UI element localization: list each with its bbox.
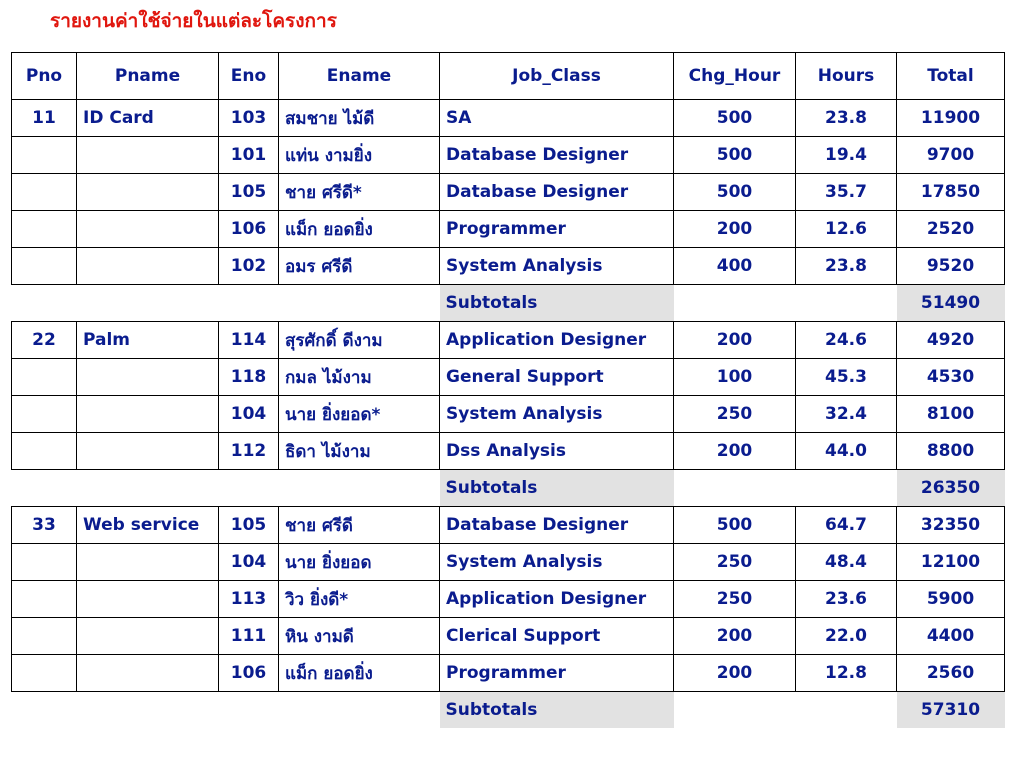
cell-total: 4530	[897, 359, 1005, 396]
cell-eno: 112	[219, 433, 279, 470]
cell-ename: กมล ไม้งาม	[279, 359, 440, 396]
cell-total: 2520	[897, 211, 1005, 248]
cell-job-class: SA	[440, 100, 674, 137]
cell-pname	[77, 396, 219, 433]
cell-eno: 102	[219, 248, 279, 285]
cell-hours: 35.7	[796, 174, 897, 211]
header-chg-hour: Chg_Hour	[674, 53, 796, 100]
cell-pname	[77, 174, 219, 211]
table-row	[12, 544, 1005, 581]
subtotal-row	[12, 470, 1005, 507]
cell-hours: 32.4	[796, 396, 897, 433]
cell-chg-hour: 200	[674, 322, 796, 359]
subtotal-gap	[674, 470, 897, 507]
cell-pno	[12, 174, 77, 211]
cell-pname	[77, 248, 219, 285]
subtotal-gap	[674, 285, 897, 322]
subtotal-row	[12, 692, 1005, 729]
cell-hours: 23.8	[796, 248, 897, 285]
cell-ename: ชาย ศรีดี*	[279, 174, 440, 211]
table-row	[12, 248, 1005, 285]
cell-hours: 12.6	[796, 211, 897, 248]
cell-job-class: Clerical Support	[440, 618, 674, 655]
subtotal-gap	[674, 692, 897, 729]
cell-pname	[77, 137, 219, 174]
cell-chg-hour: 500	[674, 137, 796, 174]
cell-total: 17850	[897, 174, 1005, 211]
table-row	[12, 433, 1005, 470]
cell-pno	[12, 433, 77, 470]
cell-total: 2560	[897, 655, 1005, 692]
cell-ename: ชาย ศรีดี	[279, 507, 440, 544]
cell-hours: 23.8	[796, 100, 897, 137]
cell-hours: 64.7	[796, 507, 897, 544]
table-row	[12, 396, 1005, 433]
cell-job-class: Programmer	[440, 655, 674, 692]
cell-eno: 106	[219, 211, 279, 248]
cell-total: 8100	[897, 396, 1005, 433]
cell-eno: 114	[219, 322, 279, 359]
cell-pno	[12, 359, 77, 396]
cell-ename: นาย ยิ่งยอด*	[279, 396, 440, 433]
cell-eno: 104	[219, 544, 279, 581]
cell-job-class: System Analysis	[440, 544, 674, 581]
table-body	[12, 53, 1005, 729]
cell-pno	[12, 655, 77, 692]
cell-chg-hour: 250	[674, 581, 796, 618]
cell-job-class: Programmer	[440, 211, 674, 248]
cell-ename: วิว ยิ่งดี*	[279, 581, 440, 618]
cell-hours: 19.4	[796, 137, 897, 174]
table-row	[12, 618, 1005, 655]
cell-hours: 24.6	[796, 322, 897, 359]
cell-total: 32350	[897, 507, 1005, 544]
cell-job-class: Database Designer	[440, 507, 674, 544]
cell-pname	[77, 433, 219, 470]
cell-total: 8800	[897, 433, 1005, 470]
cell-total: 4920	[897, 322, 1005, 359]
header-hours: Hours	[796, 53, 897, 100]
subtotal-value: 26350	[897, 470, 1005, 507]
header-row	[12, 53, 1005, 100]
cell-pname	[77, 544, 219, 581]
cell-ename: อมร ศรีดี	[279, 248, 440, 285]
cell-pno: 33	[12, 507, 77, 544]
subtotal-spacer	[12, 470, 440, 507]
cell-chg-hour: 100	[674, 359, 796, 396]
cell-ename: หิน งามดี	[279, 618, 440, 655]
report-title: รายงานค่าใช้จ่ายในแต่ละโครงการ	[50, 10, 337, 32]
subtotal-spacer	[12, 692, 440, 729]
cell-total: 5900	[897, 581, 1005, 618]
subtotal-label: Subtotals	[440, 285, 674, 322]
cell-pno	[12, 618, 77, 655]
cell-pname: Palm	[77, 322, 219, 359]
cell-chg-hour: 200	[674, 618, 796, 655]
cell-eno: 106	[219, 655, 279, 692]
cell-ename: แม็ก ยอดยิ่ง	[279, 655, 440, 692]
cell-chg-hour: 250	[674, 544, 796, 581]
cell-ename: สมชาย ไม้ดี	[279, 100, 440, 137]
cell-pno	[12, 211, 77, 248]
cell-pname	[77, 618, 219, 655]
cell-ename: ธิดา ไม้งาม	[279, 433, 440, 470]
cell-eno: 118	[219, 359, 279, 396]
cell-chg-hour: 200	[674, 433, 796, 470]
table-row	[12, 137, 1005, 174]
table-row	[12, 211, 1005, 248]
cell-eno: 113	[219, 581, 279, 618]
cell-pname: Web service	[77, 507, 219, 544]
subtotal-row	[12, 285, 1005, 322]
cell-pname	[77, 211, 219, 248]
cell-ename: แม็ก ยอดยิ่ง	[279, 211, 440, 248]
cell-chg-hour: 500	[674, 100, 796, 137]
header-pname: Pname	[77, 53, 219, 100]
cell-chg-hour: 500	[674, 507, 796, 544]
cell-pno: 11	[12, 100, 77, 137]
cell-pname: ID Card	[77, 100, 219, 137]
cell-ename: นาย ยิ่งยอด	[279, 544, 440, 581]
cell-total: 4400	[897, 618, 1005, 655]
cell-total: 11900	[897, 100, 1005, 137]
cell-chg-hour: 400	[674, 248, 796, 285]
cell-pno	[12, 581, 77, 618]
cell-job-class: Application Designer	[440, 322, 674, 359]
cell-total: 9700	[897, 137, 1005, 174]
cell-ename: แท่น งามยิ่ง	[279, 137, 440, 174]
cell-chg-hour: 200	[674, 211, 796, 248]
cell-pno	[12, 137, 77, 174]
subtotal-spacer	[12, 285, 440, 322]
cell-pno: 22	[12, 322, 77, 359]
cell-chg-hour: 250	[674, 396, 796, 433]
cell-hours: 22.0	[796, 618, 897, 655]
header-job-class: Job_Class	[440, 53, 674, 100]
header-total: Total	[897, 53, 1005, 100]
table-row	[12, 100, 1005, 137]
cell-total: 12100	[897, 544, 1005, 581]
cell-eno: 103	[219, 100, 279, 137]
cell-pno	[12, 544, 77, 581]
cost-report-table	[11, 52, 1005, 728]
cell-hours: 48.4	[796, 544, 897, 581]
header-ename: Ename	[279, 53, 440, 100]
table-row	[12, 359, 1005, 396]
cell-job-class: Dss Analysis	[440, 433, 674, 470]
cell-hours: 45.3	[796, 359, 897, 396]
table-row	[12, 655, 1005, 692]
cell-job-class: Database Designer	[440, 174, 674, 211]
header-pno: Pno	[12, 53, 77, 100]
cell-eno: 101	[219, 137, 279, 174]
cell-hours: 23.6	[796, 581, 897, 618]
cell-job-class: System Analysis	[440, 396, 674, 433]
cell-pno	[12, 248, 77, 285]
cell-hours: 44.0	[796, 433, 897, 470]
cell-pno	[12, 396, 77, 433]
table-row	[12, 174, 1005, 211]
table-row	[12, 322, 1005, 359]
table-row	[12, 581, 1005, 618]
subtotal-value: 51490	[897, 285, 1005, 322]
cell-job-class: Database Designer	[440, 137, 674, 174]
subtotal-value: 57310	[897, 692, 1005, 729]
cell-ename: สุรศักดิ์ ดีงาม	[279, 322, 440, 359]
cell-hours: 12.8	[796, 655, 897, 692]
cell-chg-hour: 200	[674, 655, 796, 692]
cell-pname	[77, 655, 219, 692]
header-eno: Eno	[219, 53, 279, 100]
table-row	[12, 507, 1005, 544]
cell-eno: 111	[219, 618, 279, 655]
cell-pname	[77, 359, 219, 396]
cell-eno: 104	[219, 396, 279, 433]
cell-eno: 105	[219, 174, 279, 211]
cell-total: 9520	[897, 248, 1005, 285]
subtotal-label: Subtotals	[440, 692, 674, 729]
cell-pname	[77, 581, 219, 618]
cell-job-class: Application Designer	[440, 581, 674, 618]
cell-eno: 105	[219, 507, 279, 544]
subtotal-label: Subtotals	[440, 470, 674, 507]
cell-chg-hour: 500	[674, 174, 796, 211]
cell-job-class: General Support	[440, 359, 674, 396]
cell-job-class: System Analysis	[440, 248, 674, 285]
